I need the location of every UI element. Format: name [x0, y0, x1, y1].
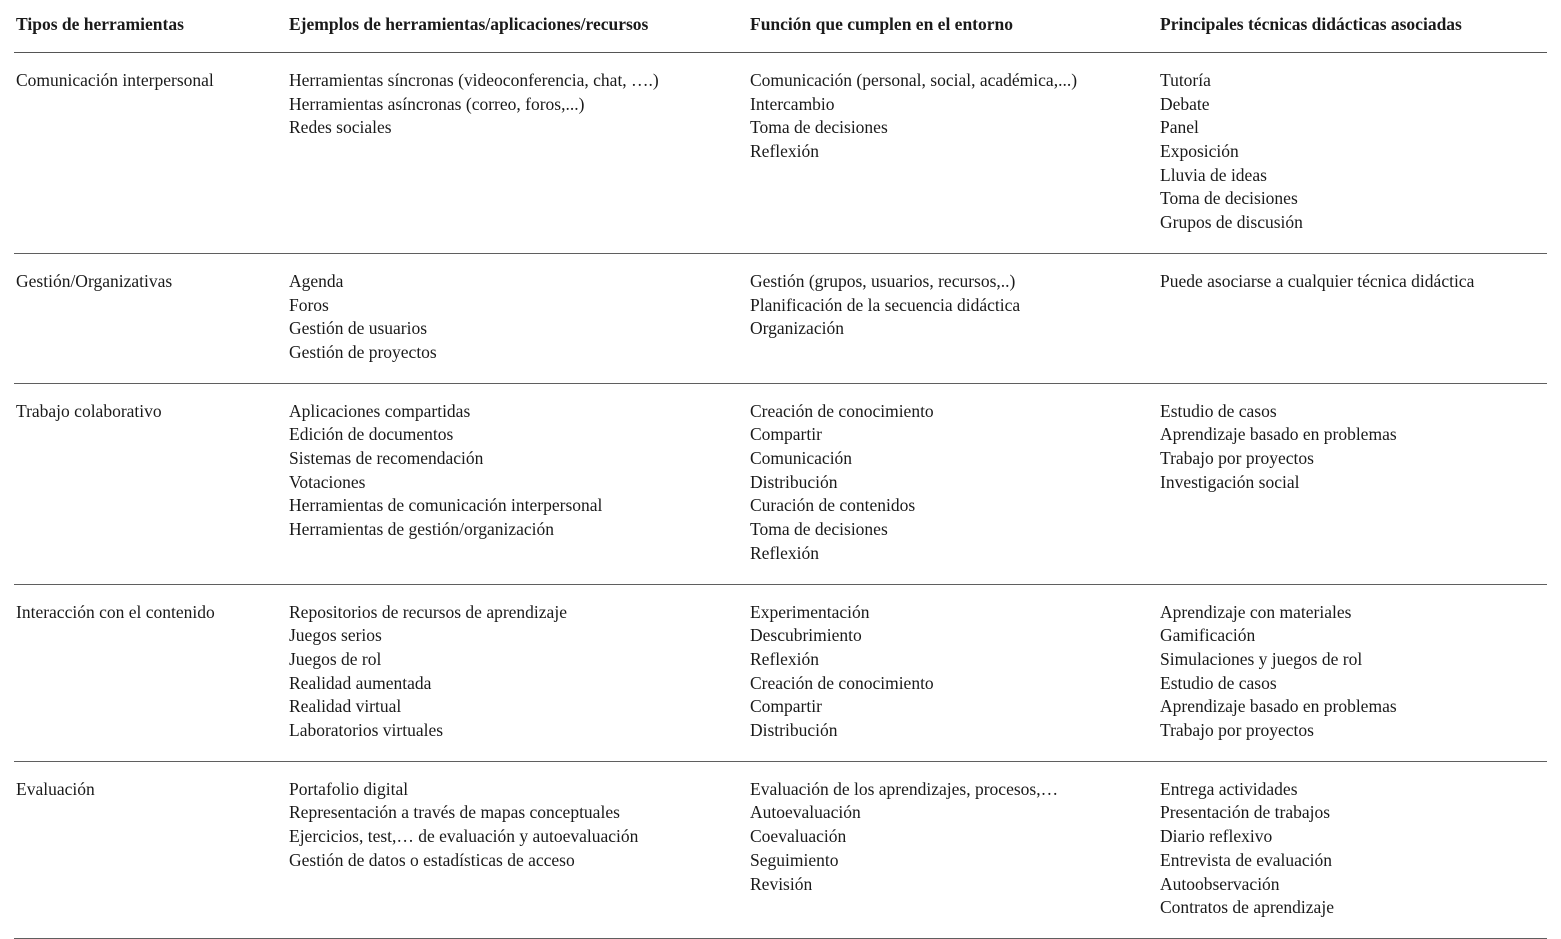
examples-list: [289, 270, 736, 365]
list-item: Grupos de discusión: [1160, 212, 1303, 233]
list-item: Gestión (grupos, usuarios, recursos,..): [750, 270, 1016, 291]
tool-type-label: Evaluación: [16, 778, 95, 799]
cell-techniques: [1152, 253, 1547, 383]
list-item: Aplicaciones compartidas: [289, 400, 471, 421]
tools-matrix-table: [14, 0, 1547, 939]
list-item: Gamificación: [1160, 625, 1256, 646]
list-item: Herramientas síncronas (videoconferencia, chat, ….): [289, 69, 659, 90]
list-item: Aprendizaje con materiales: [1160, 601, 1352, 622]
list-item: Trabajo por proyectos: [1160, 720, 1314, 741]
cell-techniques: [1152, 383, 1547, 584]
list-item: Gestión de proyectos: [289, 341, 437, 362]
list-item: Presentación de trabajos: [1160, 802, 1331, 823]
list-item: Descubrimiento: [750, 625, 862, 646]
examples-list: [289, 400, 736, 542]
table-row: [14, 584, 1547, 761]
list-item: Entrevista de evaluación: [1160, 849, 1333, 870]
tool-type-label: Interacción con el contenido: [16, 601, 215, 622]
cell-techniques: [1152, 584, 1547, 761]
list-item: Ejercicios, test,… de evaluación y autoevaluación: [289, 826, 639, 847]
list-item: Gestión de usuarios: [289, 318, 428, 339]
list-item: Redes sociales: [289, 117, 392, 138]
functions-list: [750, 400, 1146, 566]
list-item: Diario reflexivo: [1160, 826, 1273, 847]
cell-examples: [279, 253, 742, 383]
list-item: Exposición: [1160, 140, 1239, 161]
list-item: Estudio de casos: [1160, 400, 1277, 421]
list-item: Panel: [1160, 117, 1199, 138]
techniques-list: [1160, 778, 1541, 920]
cell-tool-type: [14, 383, 279, 584]
list-item: Portafolio digital: [289, 778, 409, 799]
list-item: Laboratorios virtuales: [289, 720, 444, 741]
cell-techniques: [1152, 52, 1547, 253]
functions-list: [750, 601, 1146, 743]
cell-tool-type: [14, 52, 279, 253]
list-item: Herramientas asíncronas (correo, foros,...): [289, 93, 585, 114]
table-row: [14, 761, 1547, 938]
list-item: Puede asociarse a cualquier técnica didáctica: [1160, 270, 1475, 291]
table-row: [14, 52, 1547, 253]
techniques-list: [1160, 601, 1541, 743]
list-item: Curación de contenidos: [750, 495, 916, 516]
list-item: Agenda: [289, 270, 344, 291]
list-item: Reflexión: [750, 542, 820, 563]
list-item: Realidad virtual: [289, 696, 402, 717]
list-item: Toma de decisiones: [1160, 188, 1298, 209]
table-header-row: [14, 0, 1547, 52]
list-item: Sistemas de recomendación: [289, 448, 484, 469]
examples-list: [289, 69, 736, 140]
list-item: Investigación social: [1160, 471, 1300, 492]
list-item: Herramientas de gestión/organización: [289, 519, 554, 540]
cell-examples: [279, 761, 742, 938]
tool-type-label: Gestión/Organizativas: [16, 270, 173, 291]
list-item: Estudio de casos: [1160, 672, 1277, 693]
list-item: Intercambio: [750, 93, 835, 114]
list-item: Creación de conocimiento: [750, 672, 934, 693]
list-item: Lluvia de ideas: [1160, 164, 1267, 185]
list-item: Trabajo por proyectos: [1160, 448, 1314, 469]
list-item: Entrega actividades: [1160, 778, 1298, 799]
cell-functions: [742, 52, 1152, 253]
list-item: Tutoría: [1160, 69, 1211, 90]
list-item: Simulaciones y juegos de rol: [1160, 648, 1363, 669]
cell-techniques: [1152, 761, 1547, 938]
list-item: Reflexión: [750, 648, 820, 669]
list-item: Evaluación de los aprendizajes, procesos,…: [750, 778, 1059, 799]
list-item: Toma de decisiones: [750, 519, 888, 540]
list-item: Foros: [289, 294, 329, 315]
tool-type-label: Trabajo colaborativo: [16, 400, 162, 421]
list-item: Edición de documentos: [289, 424, 454, 445]
list-item: Aprendizaje basado en problemas: [1160, 424, 1397, 445]
table-row: [14, 383, 1547, 584]
cell-tool-type: [14, 584, 279, 761]
cell-tool-type: [14, 253, 279, 383]
list-item: Seguimiento: [750, 849, 839, 870]
list-item: Realidad aumentada: [289, 672, 432, 693]
column-header-tipos: Tipos de herramientas: [14, 0, 279, 52]
functions-list: [750, 69, 1146, 164]
examples-list: [289, 601, 736, 743]
list-item: Gestión de datos o estadísticas de acceso: [289, 849, 575, 870]
cell-examples: [279, 52, 742, 253]
list-item: Compartir: [750, 424, 822, 445]
list-item: Representación a través de mapas conceptuales: [289, 802, 620, 823]
column-header-ejemplos: Ejemplos de herramientas/aplicaciones/recursos: [279, 0, 742, 52]
list-item: Juegos de rol: [289, 648, 382, 669]
column-header-funcion: Función que cumplen en el entorno: [742, 0, 1152, 52]
list-item: Autoevaluación: [750, 802, 861, 823]
cell-functions: [742, 584, 1152, 761]
cell-functions: [742, 253, 1152, 383]
list-item: Organización: [750, 318, 844, 339]
list-item: Contratos de aprendizaje: [1160, 897, 1334, 918]
tool-type-label: Comunicación interpersonal: [16, 69, 214, 90]
list-item: Comunicación: [750, 448, 853, 469]
functions-list: [750, 270, 1146, 341]
list-item: Comunicación (personal, social, académica,...): [750, 69, 1078, 90]
column-header-tecnicas: Principales técnicas didácticas asociadas: [1152, 0, 1547, 52]
functions-list: [750, 778, 1146, 897]
techniques-list: [1160, 270, 1541, 294]
list-item: Distribución: [750, 720, 838, 741]
table-header: [14, 0, 1547, 52]
cell-functions: [742, 383, 1152, 584]
list-item: Juegos serios: [289, 625, 382, 646]
list-item: Debate: [1160, 93, 1210, 114]
list-item: Distribución: [750, 471, 838, 492]
list-item: Revisión: [750, 873, 813, 894]
examples-list: [289, 778, 736, 873]
list-item: Toma de decisiones: [750, 117, 888, 138]
list-item: Coevaluación: [750, 826, 847, 847]
list-item: Votaciones: [289, 471, 366, 492]
cell-examples: [279, 383, 742, 584]
techniques-list: [1160, 69, 1541, 235]
table-row: [14, 253, 1547, 383]
list-item: Repositorios de recursos de aprendizaje: [289, 601, 567, 622]
list-item: Aprendizaje basado en problemas: [1160, 696, 1397, 717]
list-item: Reflexión: [750, 140, 820, 161]
list-item: Herramientas de comunicación interpersonal: [289, 495, 603, 516]
list-item: Compartir: [750, 696, 822, 717]
list-item: Experimentación: [750, 601, 870, 622]
techniques-list: [1160, 400, 1541, 495]
list-item: Creación de conocimiento: [750, 400, 934, 421]
table-body: [14, 52, 1547, 938]
cell-functions: [742, 761, 1152, 938]
list-item: Planificación de la secuencia didáctica: [750, 294, 1021, 315]
cell-examples: [279, 584, 742, 761]
cell-tool-type: [14, 761, 279, 938]
list-item: Autoobservación: [1160, 873, 1280, 894]
